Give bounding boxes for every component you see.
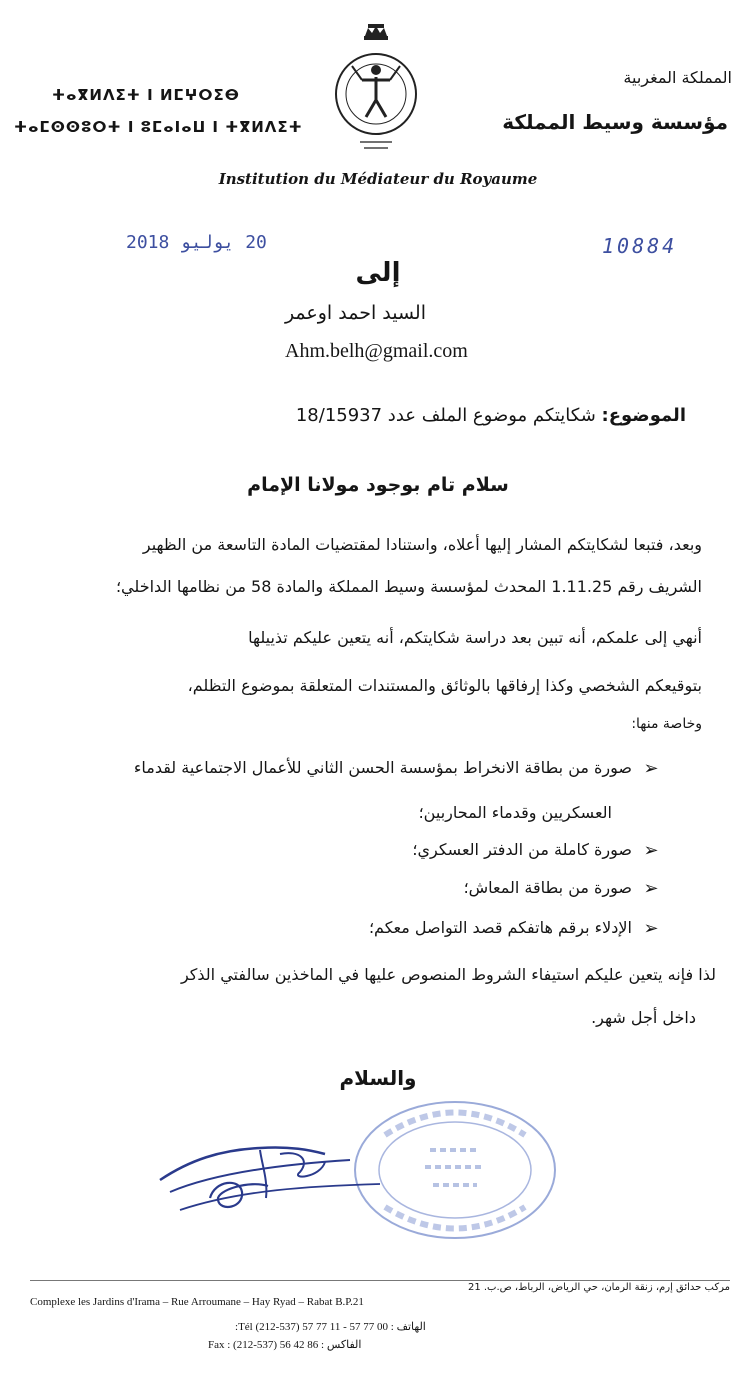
footer-french-address: Complexe les Jardins d'Irama – Rue Arroumane – Hay Ryad – Rabat B.P.21	[30, 1296, 364, 1308]
list-item-text: صورة كاملة من الدفتر العسكري؛	[412, 840, 632, 859]
reference-number: 10884	[602, 234, 678, 258]
arrow-bullet-icon: ➢	[643, 758, 659, 779]
tifinagh-kingdom-name: ⵜⴰⴳⵍⴷⵉⵜ ⵏ ⵍⵎⵖⵔⵉⴱ	[52, 86, 240, 104]
body-paragraph-4: بتوقيعكم الشخصي وكذا إرفاقها بالوثائق والمستندات المتعلقة بموضوع التظلم،	[187, 676, 702, 695]
footer-divider	[30, 1280, 730, 1281]
closing-paragraph-2: داخل أجل شهر.	[591, 1008, 696, 1027]
closing-paragraph-1: لذا فإنه يتعين عليكم استيفاء الشروط المنصوص عليها في الماخذين سالفتي الذكر	[180, 965, 716, 984]
to-label: إلى	[355, 258, 401, 288]
body-paragraph-5: وخاصة منها:	[631, 716, 702, 732]
footer-fax: Fax : (212-537) 56 42 86 : الفاكس	[208, 1339, 362, 1351]
subject-label: الموضوع:	[601, 405, 686, 426]
greeting: سلام تام بوجود مولانا الإمام	[247, 474, 509, 496]
date-stamp: 20 يوليو 2018	[126, 232, 267, 253]
recipient-name: السيد احمد اوعمر	[284, 302, 426, 324]
list-item-continuation: العسكريين وقدماء المحاربين؛	[418, 803, 612, 822]
body-paragraph-2: الشريف رقم 1.11.25 المحدث لمؤسسة وسيط المملكة والمادة 58 من نظامها الداخلي؛	[115, 577, 702, 596]
list-item	[40, 758, 660, 779]
arrow-bullet-icon: ➢	[643, 840, 659, 861]
list-item	[40, 878, 660, 899]
list-item	[40, 840, 660, 861]
arrow-bullet-icon: ➢	[643, 878, 659, 899]
footer-phone: الهاتف : 00 77 57 - 11 77 57 (537-212) Tél:	[235, 1321, 426, 1333]
recipient-email: Ahm.belh@gmail.com	[285, 340, 468, 362]
sign-off: والسلام	[339, 1066, 417, 1090]
list-item-text: الإدلاء برقم هاتفكم قصد التواصل معكم؛	[368, 918, 632, 937]
list-item-text: صورة من بطاقة المعاش؛	[463, 878, 632, 897]
body-paragraph-3: أنهي إلى علمكم، أنه تبين بعد دراسة شكايتكم، أنه يتعين عليكم تذييلها	[248, 628, 702, 647]
footer-arabic-address: مركب حدائق إرم، زنقة الرمان، حي الرياض، الرباط، ص.ب. 21	[467, 1282, 730, 1293]
subject-text: شكايتكم موضوع الملف عدد 18/15937	[295, 405, 596, 426]
list-item-text: صورة من بطاقة الانخراط بمؤسسة الحسن الثاني للأعمال الاجتماعية لقدماء	[133, 758, 632, 777]
arrow-bullet-icon: ➢	[643, 918, 659, 939]
arabic-kingdom-name: المملكة المغربية	[623, 68, 732, 87]
french-institution-name: Institution du Médiateur du Royaume	[218, 170, 538, 188]
arabic-institution-name: مؤسسة وسيط المملكة	[502, 110, 728, 134]
list-item	[40, 918, 660, 939]
body-paragraph-1: وبعد، فتبعا لشكايتكم المشار إليها أعلاه، واستنادا لمقتضيات المادة التاسعة من الظهير	[142, 535, 702, 554]
subject-line	[296, 405, 686, 426]
institution-emblem-icon	[332, 22, 420, 162]
tifinagh-institution-name: ⵜⴰⵎⵙⵙⵓⵔⵜ ⵏ ⵓⵎⴰⵏⴰⵡ ⵏ ⵜⴳⵍⴷⵉⵜ	[14, 118, 303, 136]
handwritten-signature	[150, 1120, 390, 1220]
